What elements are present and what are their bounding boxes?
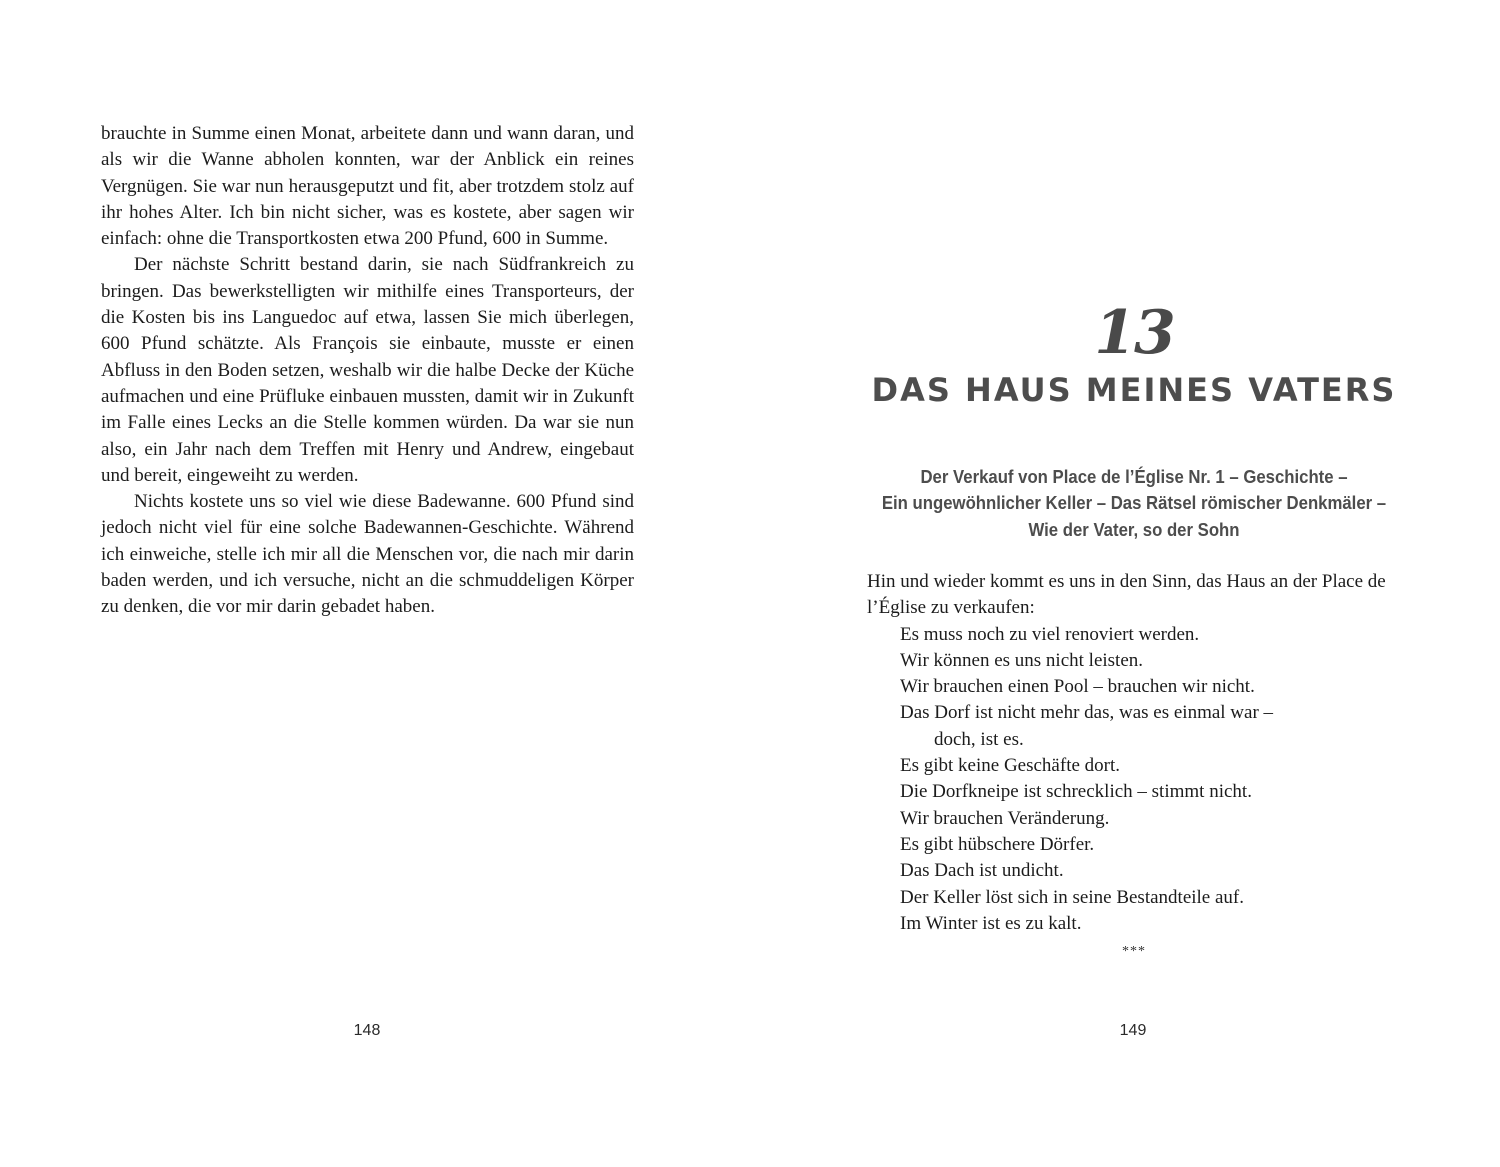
summary-line: Der Verkauf von Place de l’Église Nr. 1 – Geschichte – — [920, 467, 1348, 487]
list-item-continuation: doch, ist es. — [934, 728, 1024, 750]
right-page-body — [867, 569, 1407, 937]
section-separator: *** — [1122, 944, 1146, 959]
paragraph: Nichts kostete uns so viel wie diese Badewanne. 600 Pfund sind jedoch nicht viel für eine solche Badewannen-Geschichte. Während ich einweiche, stelle ich mir all die Menschen vor, die nach mir darin baden werden, und ich versuche, nicht an die schmuddeligen Körper zu denken, die vor mir darin gebadet haben. — [101, 491, 634, 618]
summary-line: Wie der Vater, so der Sohn — [1028, 519, 1240, 540]
list-item: Das Dorf ist nicht mehr das, was es einmal war – — [900, 702, 1274, 724]
list-item: Wir brauchen einen Pool – brauchen wir nicht. — [900, 676, 1255, 698]
list-item: Wir brauchen Veränderung. — [900, 807, 1110, 829]
list-item: Wir können es uns nicht leisten. — [900, 649, 1144, 671]
list-item: Die Dorfkneipe ist schrecklich – stimmt nicht. — [900, 781, 1252, 803]
paragraph: Der nächste Schritt bestand darin, sie nach Südfrankreich zu bringen. Das bewerkstelligten wir mithilfe eines Transporteurs, der die Kosten bis ins Languedoc auf etwa, lassen Sie mich überlegen, 600 Pfund schätzte. Als François sie einbaute, musste er einen Abfluss in den Boden setzen, weshalb wir die halbe Decke der Küche aufmachen und eine Prüfluke einbauen mussten, damit wir in Zukunft im Falle eines Lecks an die Stelle kommen würden. Da war sie nun also, ein Jahr nach dem Treffen mit Henry und Andrew, eingebaut und bereit, eingeweiht zu werden. — [101, 254, 634, 486]
list-item: Es gibt keine Geschäfte dort. — [900, 755, 1121, 777]
chapter-title: DAS HAUS MEINES VATERS — [871, 371, 1397, 409]
list-item: Im Winter ist es zu kalt. — [900, 912, 1082, 934]
left-page-body — [101, 121, 634, 621]
list-item: Der Keller löst sich in seine Bestandteile auf. — [900, 886, 1245, 908]
right-page — [750, 0, 1500, 1167]
chapter-summary — [777, 464, 1491, 543]
list-item: Es muss noch zu viel renoviert werden. — [900, 623, 1200, 645]
paragraph: brauchte in Summe einen Monat, arbeitete dann und wann daran, und als wir die Wanne abholen konnten, war der Anblick ein reines Vergnügen. Sie war nun herausgeputzt und fit, aber trotzdem stolz auf ihr hohes Alter. Ich bin nicht sicher, was es kostete, aber sagen wir einfach: ohne die Transportkosten etwa 200 Pfund, 600 in Summe. — [101, 123, 634, 250]
chapter-number: 13 — [1094, 298, 1174, 368]
page-number-right: 149 — [1119, 1022, 1147, 1039]
page-number-left: 148 — [353, 1022, 381, 1039]
list-item: Das Dach ist undicht. — [900, 860, 1064, 882]
intro-paragraph: Hin und wieder kommt es uns in den Sinn, das Haus an der Place de l’Église zu verkaufen: — [867, 571, 1386, 619]
list-item: Es gibt hübschere Dörfer. — [900, 833, 1095, 855]
summary-line: Ein ungewöhnlicher Keller – Das Rätsel römischer Denkmäler – — [881, 493, 1387, 514]
